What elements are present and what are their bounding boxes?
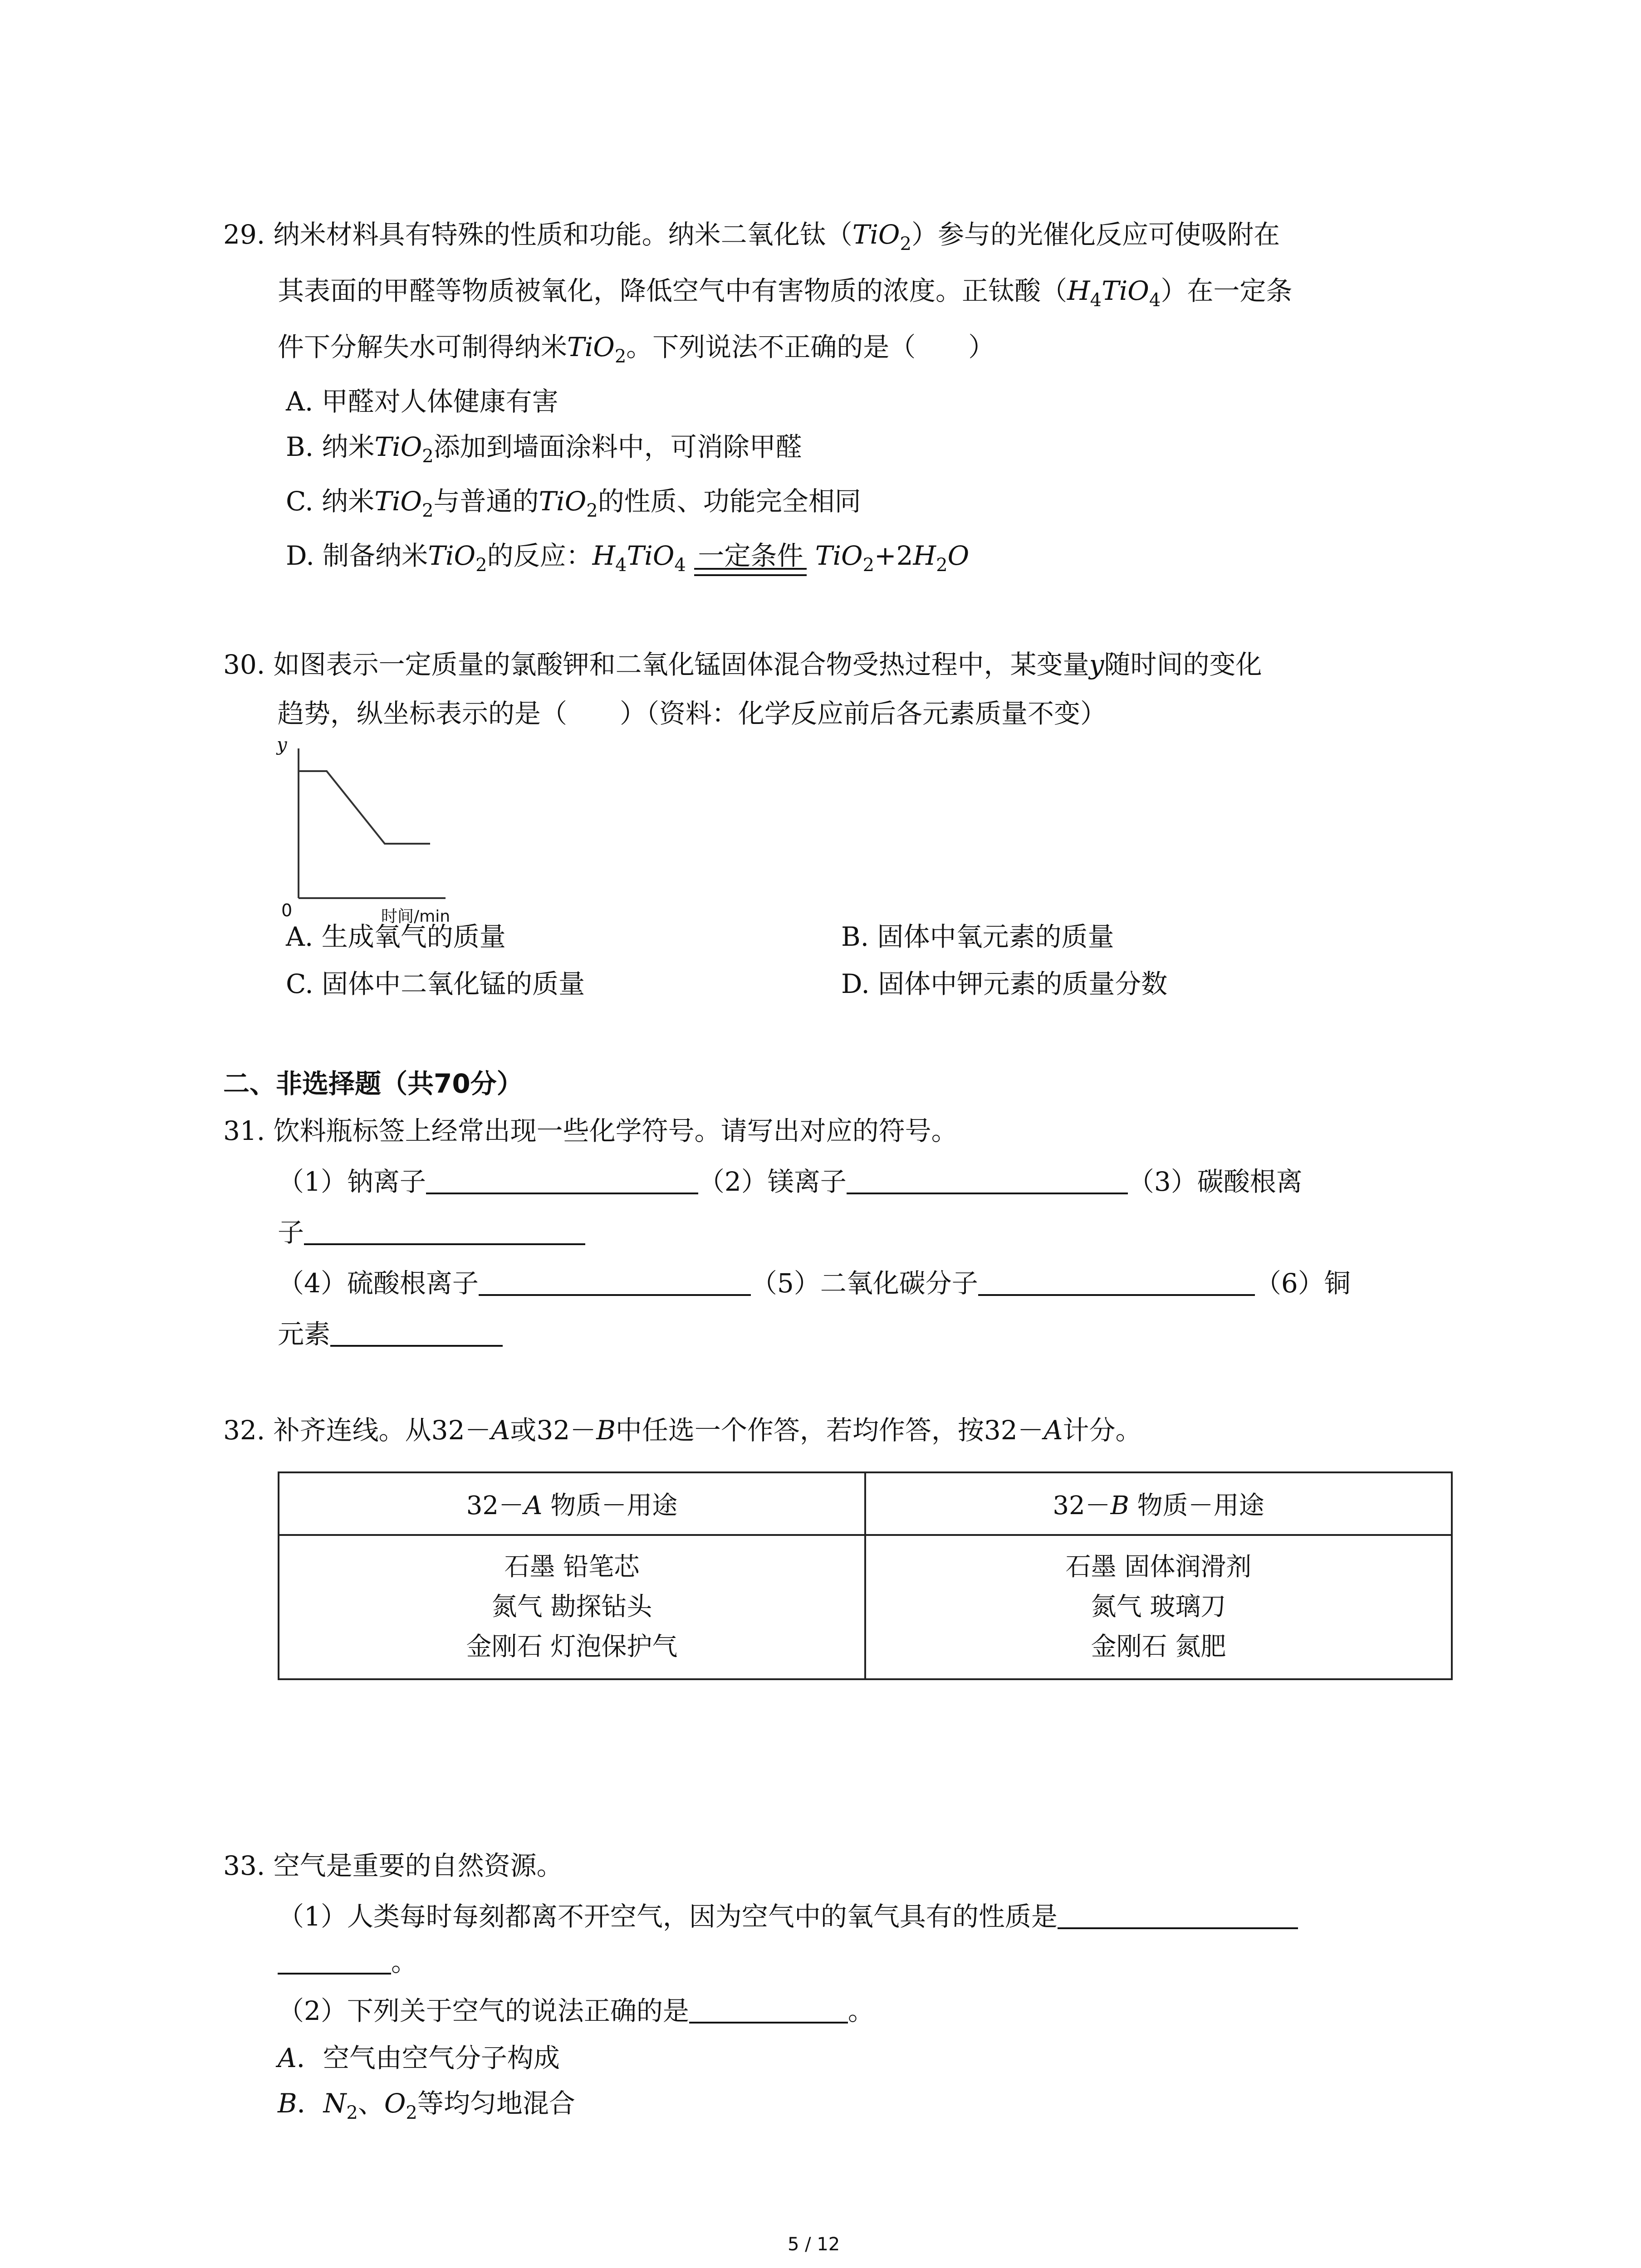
list-item: 石墨 铅笔芯 (504, 1552, 640, 1582)
q31-row2-cont: 元素 (278, 1321, 503, 1347)
answer-blank-5[interactable] (978, 1294, 1255, 1296)
q30-option-d: D. 固体中钾元素的质量分数 (841, 968, 1168, 999)
answer-blank-8[interactable] (278, 1973, 391, 1975)
graph-y-label: y (277, 734, 287, 755)
q29-option-b: B. 纳米TiO$_2$添加到墙面涂料中，可消除甲醛 (286, 431, 802, 467)
matching-table (278, 1471, 1453, 1680)
list-item: 氮气 玻璃刀 (1091, 1592, 1226, 1622)
q29-option-d: D. 制备纳米TiO$_2$的反应：$H_4TiO_4$ 一定条件 $TiO_2+2H_2O$ (286, 540, 970, 576)
q33-option-a: A．空气由空气分子构成 (278, 2043, 560, 2073)
reaction-condition: 一定条件 (694, 543, 807, 569)
list-item: 氮气 勘探钻头 (491, 1592, 652, 1622)
graph-x-label: 时间/min (381, 907, 451, 925)
page-number: 5 / 12 (788, 2234, 840, 2255)
answer-blank-1[interactable] (426, 1193, 698, 1194)
q30-option-c: C. 固体中二氧化锰的质量 (286, 968, 585, 999)
q30-option-b: B. 固体中氧元素的质量 (841, 921, 1114, 952)
q33-part1-cont: 。 (278, 1949, 417, 1975)
table-header-b: 32－B 物质－用途 (865, 1472, 1452, 1535)
q30-graph (263, 726, 454, 925)
q33-option-b: B．$N_2$、$O_2$等均匀地混合 (278, 2088, 575, 2123)
q30-line1: 30. 如图表示一定质量的氯酸钾和二氧化锰固体混合物受热过程中，某变量y随时间的变化 (223, 649, 1262, 680)
list-item: 石墨 固体润滑剂 (1065, 1552, 1252, 1582)
table-column-b[interactable] (865, 1535, 1452, 1679)
answer-blank-9[interactable] (689, 2022, 848, 2024)
q33-part1: （1）人类每时每刻都离不开空气，因为空气中的氧气具有的性质是 (278, 1903, 1298, 1930)
answer-blank-7[interactable] (1058, 1927, 1298, 1929)
list-item: 金刚石 氮肥 (1091, 1632, 1226, 1662)
graph-origin: 0 (281, 900, 293, 920)
q31-row1: （1）钠离子 （2）镁离子 （3）碳酸根离 (278, 1166, 1303, 1197)
q31-row1-cont: 子 (278, 1219, 585, 1246)
answer-blank-4[interactable] (479, 1294, 751, 1296)
table-column-a[interactable] (279, 1535, 865, 1679)
q33-part2: （2）下列关于空气的说法正确的是 。 (278, 1995, 874, 2026)
list-item: 金刚石 灯泡保护气 (466, 1632, 678, 1662)
q33-line1: 33. 空气是重要的自然资源。 (223, 1850, 563, 1881)
graph-curve (299, 771, 430, 844)
q30-option-a: A. 生成氧气的质量 (286, 921, 506, 952)
section-heading: 二、非选择题（共70分） (223, 1068, 523, 1099)
answer-blank-2[interactable] (847, 1193, 1128, 1194)
q29-option-a: A. 甲醛对人体健康有害 (286, 386, 558, 417)
q29-line3: 件下分解失水可制得纳米TiO$_2$。下列说法不正确的是（ ） (278, 332, 995, 367)
q31-line1: 31. 饮料瓶标签上经常出现一些化学符号。请写出对应的符号。 (223, 1115, 958, 1146)
q29-line2: 其表面的甲醛等物质被氧化，降低空气中有害物质的浓度。正钛酸$(H_4TiO_4)$在一定条 (278, 275, 1293, 311)
q29-line1: 29. 纳米材料具有特殊的性质和功能。纳米二氧化钛（TiO$_2$）参与的光催化反应可使吸附在 (223, 219, 1280, 254)
q30-line2: 趋势，纵坐标表示的是（ ）（资料：化学反应前后各元素质量不变） (278, 698, 1107, 729)
q29-option-c: C. 纳米TiO$_2$与普通的TiO$_2$的性质、功能完全相同 (286, 486, 861, 521)
q31-row2: （4）硫酸根离子 （5）二氧化碳分子 （6）铜 (278, 1268, 1351, 1299)
table-header-a: 32－A 物质－用途 (279, 1472, 865, 1535)
answer-blank-6[interactable] (330, 1345, 503, 1347)
q32-line1: 32. 补齐连线。从32－A或32－B中任选一个作答，若均作答，按32－A计分。 (223, 1415, 1142, 1446)
answer-blank-3[interactable] (304, 1243, 585, 1245)
